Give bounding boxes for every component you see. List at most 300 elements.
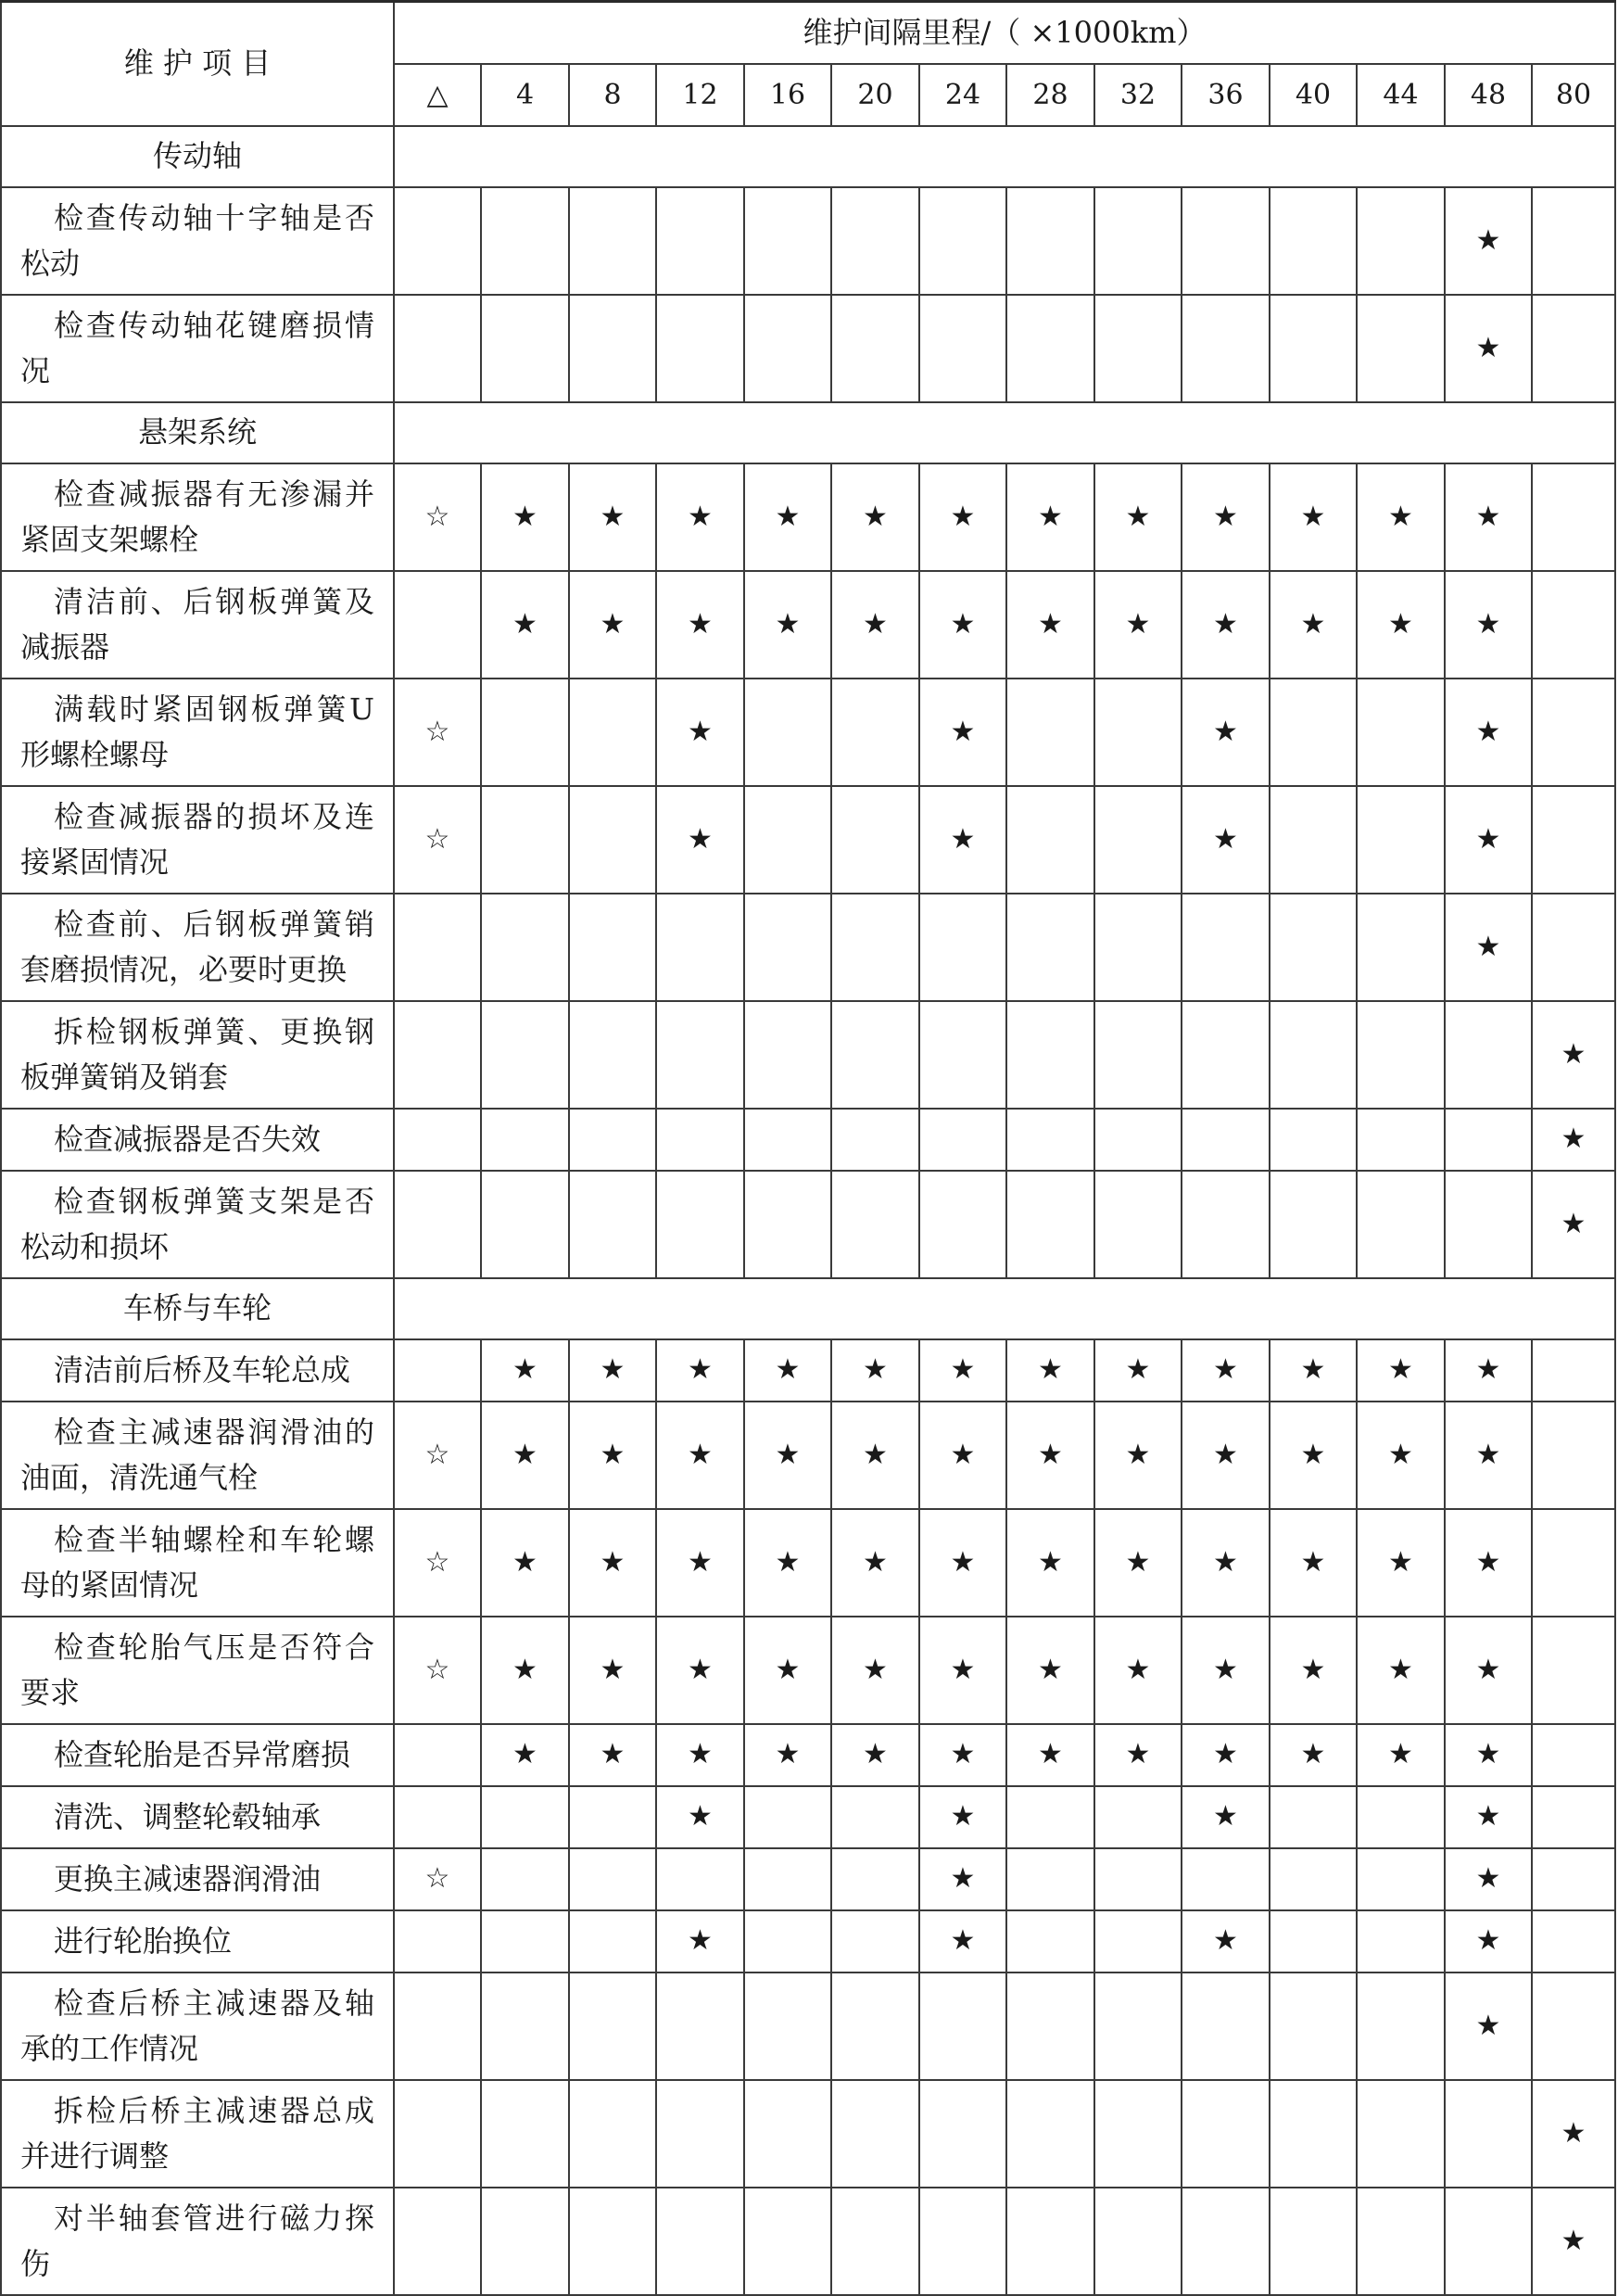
- filled-star-icon: ★: [481, 1724, 569, 1786]
- filled-star-icon: ★: [1357, 463, 1445, 571]
- filled-star-icon: ★: [569, 1617, 656, 1724]
- empty-cell: [481, 786, 569, 894]
- empty-cell: [1532, 295, 1615, 402]
- filled-star-icon: ★: [1270, 1617, 1357, 1724]
- empty-cell: [1182, 894, 1270, 1001]
- item-column-header: 维 护 项 目: [1, 2, 394, 126]
- empty-cell: [656, 295, 744, 402]
- empty-cell: [919, 2080, 1006, 2188]
- filled-star-icon: ★: [1182, 463, 1270, 571]
- empty-cell: [831, 1171, 919, 1278]
- empty-cell: [1006, 1848, 1094, 1910]
- item-name: 更换主减速器润滑油: [1, 1848, 394, 1910]
- empty-cell: [919, 1171, 1006, 1278]
- empty-cell: [1532, 463, 1615, 571]
- empty-cell: [1094, 1786, 1182, 1848]
- item-name: 进行轮胎换位: [1, 1910, 394, 1973]
- empty-cell: [1357, 2080, 1445, 2188]
- empty-cell: [481, 1848, 569, 1910]
- empty-cell: [744, 2188, 831, 2295]
- filled-star-icon: ★: [1182, 679, 1270, 786]
- empty-cell: [569, 786, 656, 894]
- empty-cell: [394, 1724, 481, 1786]
- empty-cell: [1270, 679, 1357, 786]
- filled-star-icon: ★: [1357, 1509, 1445, 1617]
- empty-cell: [919, 295, 1006, 402]
- empty-cell: [1270, 1786, 1357, 1848]
- filled-star-icon: ★: [1445, 187, 1532, 295]
- empty-cell: [744, 1973, 831, 2080]
- table-row: [1, 1109, 1615, 1171]
- empty-cell: [1006, 1109, 1094, 1171]
- filled-star-icon: ★: [656, 1910, 744, 1973]
- hollow-star-icon: ☆: [394, 1848, 481, 1910]
- item-name: 检查传动轴十字轴是否松动: [1, 187, 394, 295]
- empty-cell: [1182, 1848, 1270, 1910]
- filled-star-icon: ★: [1006, 571, 1094, 679]
- empty-cell: [394, 1910, 481, 1973]
- empty-cell: [831, 1848, 919, 1910]
- empty-cell: [1270, 1001, 1357, 1109]
- item-name: 检查主减速器润滑油的油面，清洗通气栓: [1, 1402, 394, 1509]
- empty-cell: [481, 1109, 569, 1171]
- filled-star-icon: ★: [919, 1910, 1006, 1973]
- empty-cell: [1532, 679, 1615, 786]
- group-title: 悬架系统: [1, 402, 394, 463]
- empty-cell: [1182, 1109, 1270, 1171]
- empty-cell: [569, 1848, 656, 1910]
- empty-cell: [1270, 1848, 1357, 1910]
- filled-star-icon: ★: [481, 571, 569, 679]
- filled-star-icon: ★: [919, 1617, 1006, 1724]
- filled-star-icon: ★: [1006, 1339, 1094, 1402]
- filled-star-icon: ★: [1182, 1724, 1270, 1786]
- filled-star-icon: ★: [1445, 1786, 1532, 1848]
- filled-star-icon: ★: [569, 571, 656, 679]
- group-spacer-cell: [394, 126, 1615, 187]
- mileage-column-header: 80: [1532, 64, 1615, 126]
- filled-star-icon: ★: [831, 463, 919, 571]
- filled-star-icon: ★: [1532, 1001, 1615, 1109]
- filled-star-icon: ★: [1006, 1617, 1094, 1724]
- empty-cell: [481, 1973, 569, 2080]
- item-name: 检查减振器的损坏及连接紧固情况: [1, 786, 394, 894]
- empty-cell: [1357, 2188, 1445, 2295]
- hollow-star-icon: ☆: [394, 679, 481, 786]
- table-row: [1, 1001, 1615, 1109]
- empty-cell: [1270, 1109, 1357, 1171]
- empty-cell: [569, 1973, 656, 2080]
- table-row: [1, 894, 1615, 1001]
- empty-cell: [1182, 2080, 1270, 2188]
- filled-star-icon: ★: [1182, 1402, 1270, 1509]
- filled-star-icon: ★: [1357, 1402, 1445, 1509]
- empty-cell: [481, 679, 569, 786]
- filled-star-icon: ★: [831, 1402, 919, 1509]
- empty-cell: [1270, 1910, 1357, 1973]
- filled-star-icon: ★: [1270, 571, 1357, 679]
- filled-star-icon: ★: [1445, 1509, 1532, 1617]
- filled-star-icon: ★: [919, 1339, 1006, 1402]
- item-name: 检查钢板弹簧支架是否松动和损坏: [1, 1171, 394, 1278]
- empty-cell: [656, 1848, 744, 1910]
- filled-star-icon: ★: [1445, 786, 1532, 894]
- empty-cell: [1357, 1910, 1445, 1973]
- table-row: [1, 2188, 1615, 2295]
- empty-cell: [569, 679, 656, 786]
- empty-cell: [1532, 187, 1615, 295]
- empty-cell: [1357, 1001, 1445, 1109]
- empty-cell: [569, 2188, 656, 2295]
- filled-star-icon: ★: [1182, 1617, 1270, 1724]
- empty-cell: [1006, 1973, 1094, 2080]
- empty-cell: [481, 295, 569, 402]
- empty-cell: [1357, 1171, 1445, 1278]
- empty-cell: [919, 1973, 1006, 2080]
- filled-star-icon: ★: [1445, 295, 1532, 402]
- empty-cell: [1270, 295, 1357, 402]
- filled-star-icon: ★: [1094, 463, 1182, 571]
- filled-star-icon: ★: [831, 571, 919, 679]
- empty-cell: [831, 1973, 919, 2080]
- filled-star-icon: ★: [831, 1724, 919, 1786]
- empty-cell: [1182, 2188, 1270, 2295]
- empty-cell: [744, 679, 831, 786]
- empty-cell: [1532, 1910, 1615, 1973]
- filled-star-icon: ★: [744, 1509, 831, 1617]
- empty-cell: [1006, 2188, 1094, 2295]
- empty-cell: [656, 1109, 744, 1171]
- empty-cell: [1357, 1109, 1445, 1171]
- hollow-star-icon: ☆: [394, 1402, 481, 1509]
- table-row: [1, 571, 1615, 679]
- empty-cell: [1357, 1973, 1445, 2080]
- mileage-column-header: 16: [744, 64, 831, 126]
- empty-cell: [831, 894, 919, 1001]
- empty-cell: [744, 1786, 831, 1848]
- empty-cell: [1094, 1001, 1182, 1109]
- empty-cell: [1445, 2188, 1532, 2295]
- empty-cell: [1182, 1001, 1270, 1109]
- empty-cell: [831, 295, 919, 402]
- empty-cell: [1006, 295, 1094, 402]
- filled-star-icon: ★: [744, 1617, 831, 1724]
- filled-star-icon: ★: [1182, 1509, 1270, 1617]
- table-row: [1, 679, 1615, 786]
- empty-cell: [656, 1973, 744, 2080]
- filled-star-icon: ★: [1006, 463, 1094, 571]
- filled-star-icon: ★: [656, 786, 744, 894]
- empty-cell: [569, 1171, 656, 1278]
- group-title: 传动轴: [1, 126, 394, 187]
- table-row: [1, 1973, 1615, 2080]
- filled-star-icon: ★: [1532, 2080, 1615, 2188]
- item-name: 清洗、调整轮毂轴承: [1, 1786, 394, 1848]
- empty-cell: [569, 1001, 656, 1109]
- empty-cell: [744, 1171, 831, 1278]
- filled-star-icon: ★: [1094, 1617, 1182, 1724]
- empty-cell: [656, 1001, 744, 1109]
- empty-cell: [1094, 894, 1182, 1001]
- empty-cell: [919, 187, 1006, 295]
- filled-star-icon: ★: [919, 1402, 1006, 1509]
- empty-cell: [569, 2080, 656, 2188]
- filled-star-icon: ★: [656, 1724, 744, 1786]
- filled-star-icon: ★: [1445, 1402, 1532, 1509]
- empty-cell: [831, 2188, 919, 2295]
- empty-cell: [1445, 1171, 1532, 1278]
- empty-cell: [831, 2080, 919, 2188]
- empty-cell: [656, 2188, 744, 2295]
- empty-cell: [1094, 2080, 1182, 2188]
- filled-star-icon: ★: [1182, 786, 1270, 894]
- group-row: [1, 402, 1615, 463]
- filled-star-icon: ★: [1445, 1724, 1532, 1786]
- mileage-column-header: 40: [1270, 64, 1357, 126]
- empty-cell: [1094, 1171, 1182, 1278]
- filled-star-icon: ★: [656, 679, 744, 786]
- filled-star-icon: ★: [656, 463, 744, 571]
- filled-star-icon: ★: [831, 1509, 919, 1617]
- filled-star-icon: ★: [656, 571, 744, 679]
- filled-star-icon: ★: [1006, 1509, 1094, 1617]
- hollow-star-icon: ☆: [394, 1509, 481, 1617]
- filled-star-icon: ★: [744, 463, 831, 571]
- hollow-star-icon: ☆: [394, 786, 481, 894]
- filled-star-icon: ★: [656, 1786, 744, 1848]
- empty-cell: [656, 1171, 744, 1278]
- empty-cell: [1006, 894, 1094, 1001]
- empty-cell: [1094, 295, 1182, 402]
- item-name: 拆检后桥主减速器总成并进行调整: [1, 2080, 394, 2188]
- filled-star-icon: ★: [1532, 1171, 1615, 1278]
- table-row: [1, 1786, 1615, 1848]
- empty-cell: [1094, 679, 1182, 786]
- empty-cell: [1357, 894, 1445, 1001]
- filled-star-icon: ★: [831, 1617, 919, 1724]
- mileage-column-header: 28: [1006, 64, 1094, 126]
- empty-cell: [1357, 679, 1445, 786]
- empty-cell: [1357, 1848, 1445, 1910]
- empty-cell: [744, 2080, 831, 2188]
- filled-star-icon: ★: [744, 571, 831, 679]
- empty-cell: [394, 295, 481, 402]
- filled-star-icon: ★: [569, 1339, 656, 1402]
- filled-star-icon: ★: [569, 463, 656, 571]
- empty-cell: [831, 679, 919, 786]
- filled-star-icon: ★: [1270, 1724, 1357, 1786]
- empty-cell: [744, 1910, 831, 1973]
- table-row: [1, 1617, 1615, 1724]
- empty-cell: [1445, 1109, 1532, 1171]
- filled-star-icon: ★: [1445, 1910, 1532, 1973]
- filled-star-icon: ★: [1532, 2188, 1615, 2295]
- empty-cell: [1357, 1786, 1445, 1848]
- empty-cell: [919, 1109, 1006, 1171]
- filled-star-icon: ★: [744, 1402, 831, 1509]
- empty-cell: [1532, 1848, 1615, 1910]
- empty-cell: [1532, 1402, 1615, 1509]
- filled-star-icon: ★: [656, 1617, 744, 1724]
- empty-cell: [1270, 187, 1357, 295]
- filled-star-icon: ★: [919, 1724, 1006, 1786]
- empty-cell: [1357, 786, 1445, 894]
- filled-star-icon: ★: [1270, 1509, 1357, 1617]
- empty-cell: [1006, 1001, 1094, 1109]
- empty-cell: [1182, 187, 1270, 295]
- empty-cell: [831, 1109, 919, 1171]
- filled-star-icon: ★: [1445, 1973, 1532, 2080]
- table-row: [1, 1339, 1615, 1402]
- empty-cell: [1532, 1724, 1615, 1786]
- filled-star-icon: ★: [919, 1509, 1006, 1617]
- table-row: [1, 1509, 1615, 1617]
- empty-cell: [1357, 295, 1445, 402]
- filled-star-icon: ★: [656, 1339, 744, 1402]
- filled-star-icon: ★: [919, 1848, 1006, 1910]
- group-spacer-cell: [394, 402, 1615, 463]
- filled-star-icon: ★: [1182, 1786, 1270, 1848]
- empty-cell: [394, 1973, 481, 2080]
- mileage-column-header: 32: [1094, 64, 1182, 126]
- interval-column-header: 维护间隔里程/（ ×1000km）: [394, 2, 1615, 64]
- empty-cell: [1445, 1001, 1532, 1109]
- filled-star-icon: ★: [481, 463, 569, 571]
- filled-star-icon: ★: [919, 1786, 1006, 1848]
- filled-star-icon: ★: [919, 679, 1006, 786]
- empty-cell: [394, 571, 481, 679]
- empty-cell: [1006, 1910, 1094, 1973]
- filled-star-icon: ★: [1270, 463, 1357, 571]
- empty-cell: [1094, 1109, 1182, 1171]
- empty-cell: [569, 1786, 656, 1848]
- empty-cell: [1094, 1910, 1182, 1973]
- mileage-column-header: 44: [1357, 64, 1445, 126]
- empty-cell: [1094, 187, 1182, 295]
- empty-cell: [1532, 894, 1615, 1001]
- empty-cell: [1445, 2080, 1532, 2188]
- table-row: [1, 1402, 1615, 1509]
- item-name: 检查轮胎气压是否符合要求: [1, 1617, 394, 1724]
- empty-cell: [1182, 1973, 1270, 2080]
- empty-cell: [1270, 786, 1357, 894]
- filled-star-icon: ★: [1270, 1339, 1357, 1402]
- hollow-star-icon: ☆: [394, 1617, 481, 1724]
- filled-star-icon: ★: [1445, 571, 1532, 679]
- empty-cell: [744, 1001, 831, 1109]
- filled-star-icon: ★: [1357, 1724, 1445, 1786]
- empty-cell: [569, 187, 656, 295]
- group-spacer-cell: [394, 1278, 1615, 1339]
- filled-star-icon: ★: [744, 1724, 831, 1786]
- item-name: 拆检钢板弹簧、更换钢板弹簧销及销套: [1, 1001, 394, 1109]
- empty-cell: [744, 187, 831, 295]
- empty-cell: [1270, 1973, 1357, 2080]
- empty-cell: [744, 894, 831, 1001]
- empty-cell: [481, 1001, 569, 1109]
- empty-cell: [831, 1910, 919, 1973]
- filled-star-icon: ★: [656, 1402, 744, 1509]
- empty-cell: [1006, 1786, 1094, 1848]
- empty-cell: [1357, 187, 1445, 295]
- empty-cell: [1006, 2080, 1094, 2188]
- filled-star-icon: ★: [1445, 463, 1532, 571]
- empty-cell: [394, 1109, 481, 1171]
- item-name: 检查半轴螺栓和车轮螺母的紧固情况: [1, 1509, 394, 1617]
- empty-cell: [481, 1910, 569, 1973]
- group-row: [1, 126, 1615, 187]
- table-row: [1, 295, 1615, 402]
- filled-star-icon: ★: [831, 1339, 919, 1402]
- table-row: [1, 463, 1615, 571]
- empty-cell: [919, 1001, 1006, 1109]
- group-row: [1, 1278, 1615, 1339]
- table-row: [1, 1724, 1615, 1786]
- empty-cell: [1532, 1786, 1615, 1848]
- filled-star-icon: ★: [1357, 1339, 1445, 1402]
- empty-cell: [1006, 187, 1094, 295]
- item-name: 检查轮胎是否异常磨损: [1, 1724, 394, 1786]
- empty-cell: [569, 1109, 656, 1171]
- filled-star-icon: ★: [1094, 571, 1182, 679]
- filled-star-icon: ★: [569, 1402, 656, 1509]
- empty-cell: [744, 1848, 831, 1910]
- empty-cell: [394, 1786, 481, 1848]
- empty-cell: [831, 187, 919, 295]
- filled-star-icon: ★: [1182, 571, 1270, 679]
- empty-cell: [1532, 571, 1615, 679]
- empty-cell: [831, 1786, 919, 1848]
- filled-star-icon: ★: [1357, 571, 1445, 679]
- filled-star-icon: ★: [1006, 1724, 1094, 1786]
- filled-star-icon: ★: [569, 1724, 656, 1786]
- empty-cell: [569, 295, 656, 402]
- empty-cell: [1532, 1339, 1615, 1402]
- empty-cell: [1006, 786, 1094, 894]
- empty-cell: [1532, 1509, 1615, 1617]
- filled-star-icon: ★: [1094, 1509, 1182, 1617]
- filled-star-icon: ★: [1445, 894, 1532, 1001]
- item-name: 对半轴套管进行磁力探伤: [1, 2188, 394, 2295]
- empty-cell: [744, 295, 831, 402]
- table-row: [1, 1910, 1615, 1973]
- filled-star-icon: ★: [1445, 1617, 1532, 1724]
- mileage-column-header: 36: [1182, 64, 1270, 126]
- empty-cell: [919, 2188, 1006, 2295]
- empty-cell: [569, 1910, 656, 1973]
- empty-cell: [481, 2080, 569, 2188]
- hollow-star-icon: ☆: [394, 463, 481, 571]
- mileage-column-header: 4: [481, 64, 569, 126]
- empty-cell: [656, 2080, 744, 2188]
- item-name: 清洁前、后钢板弹簧及减振器: [1, 571, 394, 679]
- empty-cell: [1270, 2080, 1357, 2188]
- empty-cell: [1094, 1973, 1182, 2080]
- filled-star-icon: ★: [481, 1509, 569, 1617]
- empty-cell: [394, 2080, 481, 2188]
- empty-cell: [1532, 786, 1615, 894]
- filled-star-icon: ★: [1445, 1848, 1532, 1910]
- empty-cell: [394, 1001, 481, 1109]
- filled-star-icon: ★: [481, 1339, 569, 1402]
- filled-star-icon: ★: [1270, 1402, 1357, 1509]
- empty-cell: [394, 187, 481, 295]
- filled-star-icon: ★: [1006, 1402, 1094, 1509]
- empty-cell: [481, 1171, 569, 1278]
- empty-cell: [1094, 1848, 1182, 1910]
- empty-cell: [831, 786, 919, 894]
- filled-star-icon: ★: [919, 463, 1006, 571]
